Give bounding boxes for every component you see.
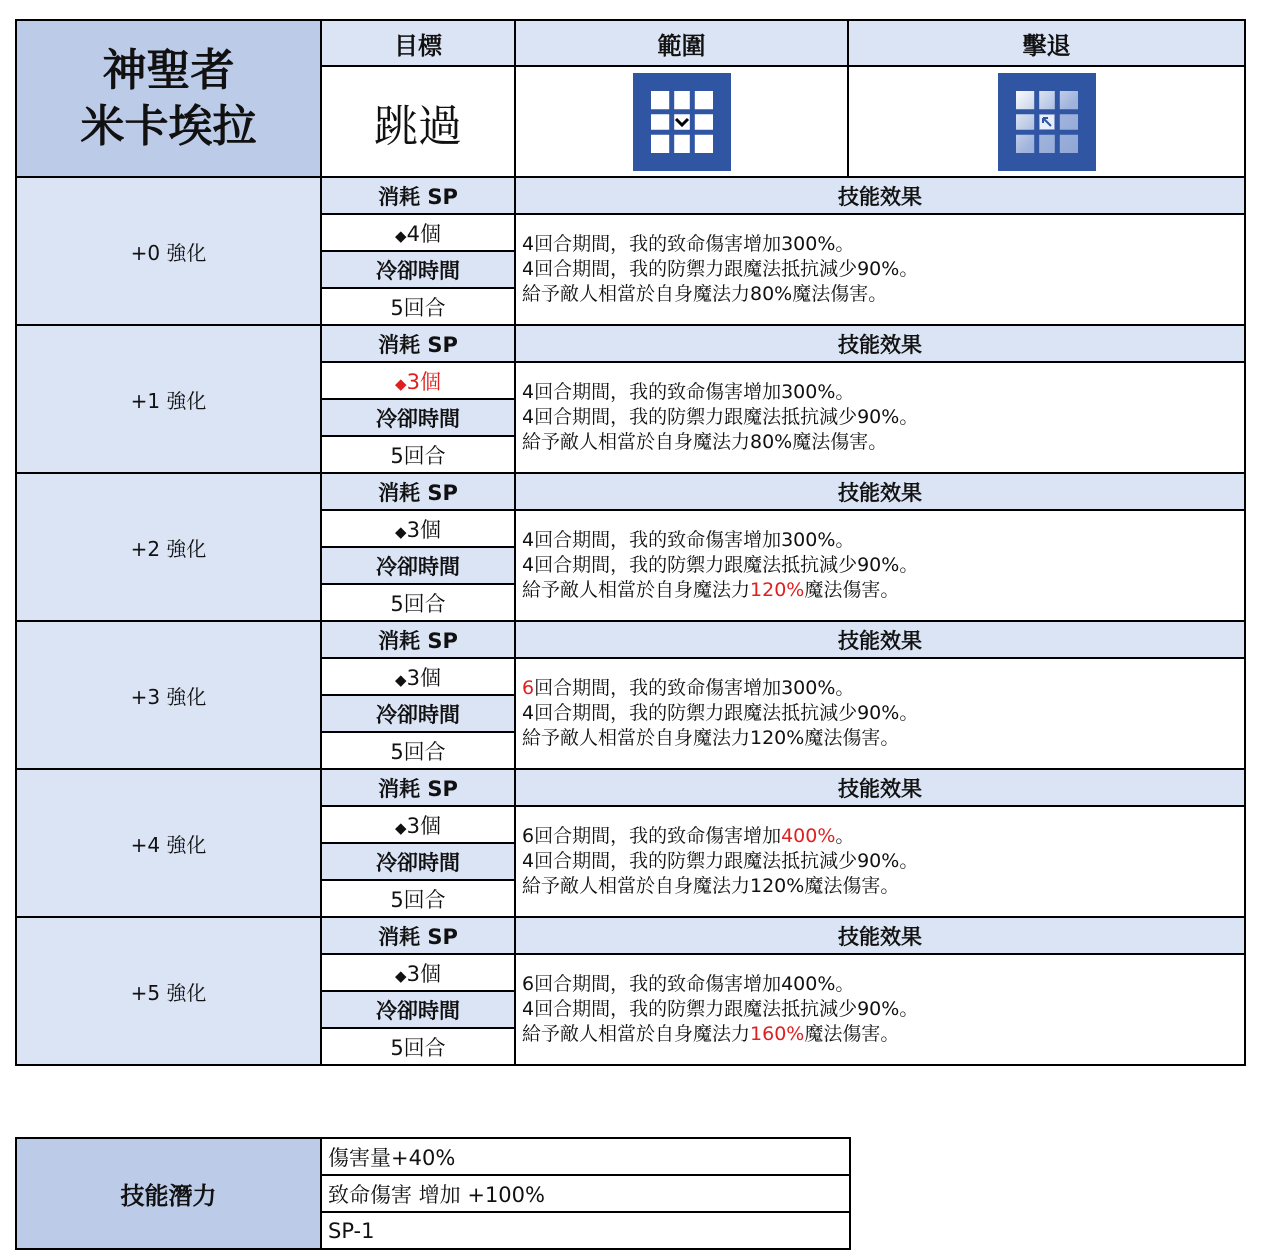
- cooldown-value: 5回合: [321, 288, 515, 325]
- effect-segment: 4回合期間，我的防禦力跟魔法抵抗減少90%。: [522, 406, 919, 428]
- cooldown-value: 5回合: [321, 880, 515, 917]
- enhance-level-label: +1 強化: [16, 325, 321, 473]
- effect-header: 技能效果: [515, 325, 1245, 362]
- effect-segment: 4回合期間，我的防禦力跟魔法抵抗減少90%。: [522, 998, 919, 1020]
- effect-text: [515, 954, 1245, 1065]
- effect-segment: 4回合期間，我的致命傷害增加300%。: [522, 381, 855, 403]
- effect-segment: 魔法傷害。: [804, 1023, 900, 1045]
- sp-cost-value: [321, 658, 515, 695]
- diamond-icon: ◆: [395, 818, 407, 837]
- effect-highlight: 400%: [781, 825, 836, 847]
- sp-cost-header: 消耗 SP: [321, 769, 515, 806]
- effect-line: [522, 824, 1244, 849]
- potential-item-2: 致命傷害 增加 +100%: [321, 1175, 850, 1212]
- diamond-icon: ◆: [395, 226, 407, 245]
- target-header: 目標: [321, 20, 515, 66]
- effect-segment: 4回合期間，我的防禦力跟魔法抵抗減少90%。: [522, 258, 919, 280]
- skill-table: [15, 19, 1246, 1066]
- sp-cost-value: [321, 806, 515, 843]
- effect-text: [515, 510, 1245, 621]
- sp-cost-value: [321, 214, 515, 251]
- effect-line: [522, 874, 1244, 899]
- sp-cost-value: [321, 362, 515, 399]
- sp-cost-value: [321, 510, 515, 547]
- effect-text: [515, 362, 1245, 473]
- effect-line: [522, 430, 1244, 455]
- effect-segment: 6回合期間，我的致命傷害增加: [522, 825, 782, 847]
- effect-header: 技能效果: [515, 917, 1245, 954]
- enhance-level-label: +4 強化: [16, 769, 321, 917]
- effect-line: [522, 972, 1244, 997]
- sp-cost-header: 消耗 SP: [321, 917, 515, 954]
- effect-segment: 給予敵人相當於自身魔法力120%魔法傷害。: [522, 875, 900, 897]
- skill-name-cell: [16, 20, 321, 177]
- effect-header: 技能效果: [515, 473, 1245, 510]
- sp-cost-header: 消耗 SP: [321, 621, 515, 658]
- sp-cost-value: [321, 954, 515, 991]
- grid-chevron-down-icon: [633, 73, 731, 171]
- diamond-icon: ◆: [395, 670, 407, 689]
- effect-line: [522, 726, 1244, 751]
- effect-line: [522, 553, 1244, 578]
- effect-text: [515, 806, 1245, 917]
- cooldown-value: 5回合: [321, 732, 515, 769]
- effect-segment: 給予敵人相當於自身魔法力: [522, 579, 751, 601]
- cooldown-value: 5回合: [321, 584, 515, 621]
- effect-header: 技能效果: [515, 769, 1245, 806]
- skill-name-line2: 米卡埃拉: [80, 100, 257, 152]
- effect-header: 技能效果: [515, 621, 1245, 658]
- knockback-header: 擊退: [848, 20, 1245, 66]
- effect-segment: 4回合期間，我的防禦力跟魔法抵抗減少90%。: [522, 702, 919, 724]
- potential-item-1: 傷害量+40%: [321, 1138, 850, 1175]
- effect-segment: 4回合期間，我的致命傷害增加300%。: [522, 529, 855, 551]
- effect-highlight: 160%: [750, 1023, 805, 1045]
- sp-count: 3個: [406, 517, 441, 542]
- cooldown-header: 冷卻時間: [321, 251, 515, 288]
- effect-segment: 回合期間，我的致命傷害增加300%。: [534, 677, 855, 699]
- effect-line: [522, 849, 1244, 874]
- potential-table: [15, 1137, 851, 1250]
- potential-item-3: SP-1: [321, 1212, 850, 1249]
- sp-cost-header: 消耗 SP: [321, 473, 515, 510]
- effect-line: [522, 1022, 1244, 1047]
- diamond-icon: ◆: [395, 374, 407, 393]
- effect-segment: 4回合期間，我的防禦力跟魔法抵抗減少90%。: [522, 554, 919, 576]
- sp-cost-header: 消耗 SP: [321, 177, 515, 214]
- effect-line: [522, 676, 1244, 701]
- effect-highlight: 6: [522, 677, 535, 699]
- effect-line: [522, 528, 1244, 553]
- effect-text: [515, 214, 1245, 325]
- enhance-level-label: +0 強化: [16, 177, 321, 325]
- effect-line: [522, 232, 1244, 257]
- effect-segment: 4回合期間，我的致命傷害增加300%。: [522, 233, 855, 255]
- effect-segment: 給予敵人相當於自身魔法力80%魔法傷害。: [522, 283, 888, 305]
- cooldown-value: 5回合: [321, 436, 515, 473]
- sp-count: 3個: [406, 961, 441, 986]
- effect-line: [522, 282, 1244, 307]
- sp-cost-header: 消耗 SP: [321, 325, 515, 362]
- grid-arrow-up-left-icon: [998, 73, 1096, 171]
- cooldown-header: 冷卻時間: [321, 695, 515, 732]
- skill-name-line1: 神聖者: [102, 44, 235, 96]
- effect-highlight: 120%: [750, 579, 805, 601]
- effect-text: [515, 658, 1245, 769]
- effect-line: [522, 380, 1244, 405]
- effect-segment: 給予敵人相當於自身魔法力120%魔法傷害。: [522, 727, 900, 749]
- sp-count: 4個: [406, 221, 441, 246]
- effect-segment: 6回合期間，我的致命傷害增加400%。: [522, 973, 855, 995]
- effect-line: [522, 997, 1244, 1022]
- cooldown-header: 冷卻時間: [321, 991, 515, 1028]
- cooldown-header: 冷卻時間: [321, 843, 515, 880]
- potential-label: 技能潛力: [16, 1138, 321, 1249]
- diamond-icon: ◆: [395, 522, 407, 541]
- knockback-icon-cell: [848, 66, 1245, 177]
- effect-segment: 。: [835, 825, 855, 847]
- effect-line: [522, 257, 1244, 282]
- cooldown-header: 冷卻時間: [321, 547, 515, 584]
- cooldown-value: 5回合: [321, 1028, 515, 1065]
- enhance-level-label: +2 強化: [16, 473, 321, 621]
- sp-count: 3個: [406, 369, 441, 394]
- effect-segment: 給予敵人相當於自身魔法力: [522, 1023, 751, 1045]
- effect-segment: 給予敵人相當於自身魔法力80%魔法傷害。: [522, 431, 888, 453]
- effect-line: [522, 701, 1244, 726]
- range-icon-cell: [515, 66, 848, 177]
- range-header: 範圍: [515, 20, 848, 66]
- effect-line: [522, 405, 1244, 430]
- target-value: 跳過: [321, 66, 515, 177]
- sp-count: 3個: [406, 665, 441, 690]
- effect-line: [522, 578, 1244, 603]
- effect-segment: 4回合期間，我的防禦力跟魔法抵抗減少90%。: [522, 850, 919, 872]
- effect-segment: 魔法傷害。: [804, 579, 900, 601]
- enhance-level-label: +5 強化: [16, 917, 321, 1065]
- cooldown-header: 冷卻時間: [321, 399, 515, 436]
- sp-count: 3個: [406, 813, 441, 838]
- effect-header: 技能效果: [515, 177, 1245, 214]
- enhance-level-label: +3 強化: [16, 621, 321, 769]
- diamond-icon: ◆: [395, 966, 407, 985]
